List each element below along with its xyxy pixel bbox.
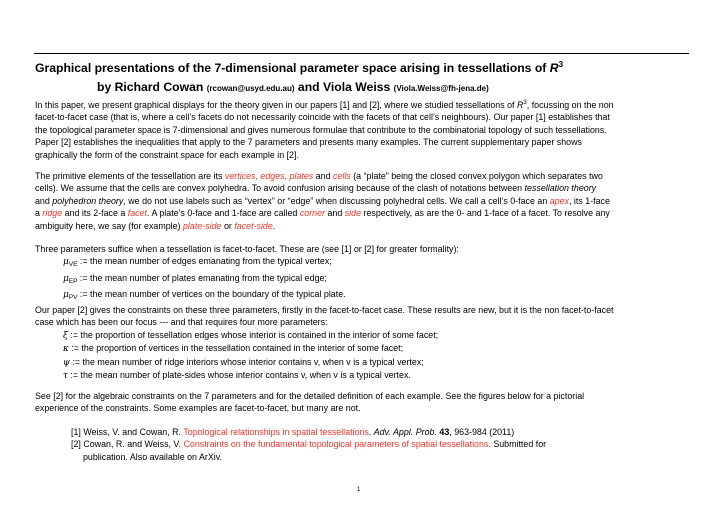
byline: by Richard Cowan (rcowan@usyd.edu.au) and Viola Weiss (Viola.Weiss@fh-jena.de): [97, 80, 489, 94]
reference-1: [1] Weiss, V. and Cowan, R. Topological relationships in spatial tessellations. Adv. Appl. Prob. 43, 963-984 (2011): [71, 427, 515, 437]
reference-2: [2] Cowan, R. and Weiss, V. Constraints on the fundamental topological parameters of spatial tessellations. Submitted for: [71, 439, 547, 450]
param-mu-ve: $\mu_{VE}$ := the mean number of edges emanating from the typical vertex;: [63, 256, 332, 269]
author-email-1: (rcowan@usyd.edu.au): [206, 84, 295, 93]
page-title: Graphical presentations of the 7-dimensional parameter space arising in tessellations of $R^3$: [35, 60, 564, 76]
references: [1] Weiss, V. and Cowan, R. Topological relationships in spatial tessellations. Adv. Appl. Prob. 43, 963-984 (2011) [2] Cowan, R. and Weiss, V. Constraints on the fundamental topological parameters of spatial tessellations. Submitted for publication. Also available on ArXiv.: [35, 426, 695, 463]
three-parameters-paragraph: Three parameters suffice when a tessellation is facet-to-facet. These are (see [1] or [2] for greater formality): $\mu_{VE}$ := the mean number of edges emanating from the typical vertex; $\mu_{EP}$ := the mean number of plates emanating from the typical edge; $\mu_{PV}$ := the mean number of vertices on the boundary of the typical plate.: [35, 243, 695, 305]
param-kappa: κ := the proportion of vertices in the tessellation contained in the interior of some facet;: [63, 343, 404, 355]
top-rule: [34, 53, 689, 54]
see-paragraph: See [2] for the algebraic constraints on the 7 parameters and for the detailed definition of each example. See the figures below for a pictorial experience of the constraints. Some examples are facet-to-facet, but many are not.: [35, 391, 585, 414]
author-email-2: (Viola.Weiss@fh-jena.de): [393, 84, 489, 93]
intro-paragraph: In this paper, we present graphical displays for the theory given in our papers [1] and [2], where we studied tessellations of $R^3$, focussing on the non facet-to-facet case (that is, where a cell’s facets do not necessarily coincide with the facets of that cell’s neighbours). Our paper [1] establishes that the topological parameter space is 7-dimensional and gives numerous formulae that contribute to the combinatorial topology of such tessellations. Paper [2] establishes the inequalities that apply to the 7 parameters and presents many examples. The current supplementary paper shows graphically the form of the constraint space for each example in [2].: [35, 99, 614, 160]
param-tau: τ := the mean number of plate-sides whose interior contains v, when v is a typical vertex.: [63, 370, 411, 382]
page-number: 1: [357, 487, 361, 493]
primitive-elements-paragraph: The primitive elements of the tessellation are its vertices, edges, plates and cells (a “plate” being the closed convex polygon which separates two cells). We assume that the cells are convex polyhedra. To avoid confusion arising because of the clash of notations between tessellation theory and polyhedron theory, we do not use labels such as “vertex” or “edge” when discussing polyhedral cells. We call a cell’s 0-face an apex, its 1-face a ridge and its 2-face a facet. A plate’s 0-face and 1-face are called corner and side respectively, as are the 0- and 1-face of a facet. To resolve any ambiguity here, we say (for example) plate-side or facet-side.: [35, 171, 610, 231]
four-parameters-paragraph: Our paper [2] gives the constraints on these three parameters, firstly in the facet-to-facet case. These results are new, but it is the non facet-to-facet case which has been our focus --- and that requires four more parameters: ξ := the proportion of tessellation edges whose interior is contained in the interior of some facet; κ := the proportion of vertices in the tessellation contained in the interior of some facet; ψ := the mean number of ridge interiors whose interior contains v, when v is a typical vertex; τ := the mean number of plate-sides whose interior contains v, when v is a typical vertex.: [35, 304, 695, 382]
reference-1-title-link[interactable]: Topological relationships in spatial tessellations: [183, 427, 369, 437]
param-mu-ep: $\mu_{EP}$ := the mean number of plates emanating from the typical edge;: [63, 272, 327, 285]
param-xi: ξ := the proportion of tessellation edges whose interior is contained in the interior of some facet;: [63, 329, 439, 341]
param-mu-pv: $\mu_{PV}$ := the mean number of vertices on the boundary of the typical plate.: [63, 289, 346, 302]
reference-2-title-link[interactable]: Constraints on the fundamental topological parameters of spatial tessellations.: [183, 439, 491, 450]
param-psi: ψ := the mean number of ridge interiors whose interior contains v, when v is a typical vertex;: [63, 356, 424, 368]
